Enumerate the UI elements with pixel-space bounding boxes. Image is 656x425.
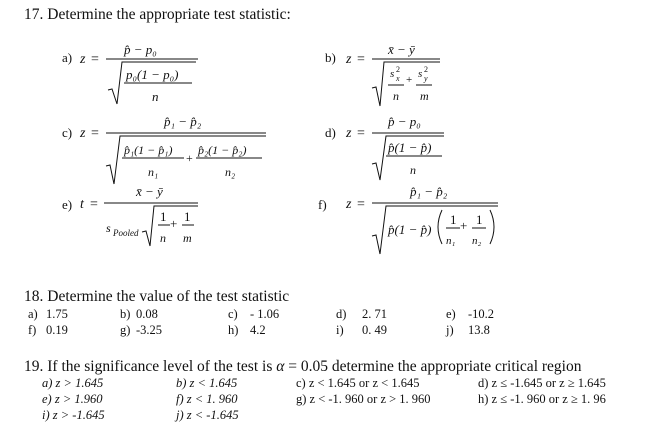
svg-text:s: s [106,221,111,235]
svg-text:n₁: n₁ [446,235,456,247]
svg-text:=: = [357,52,365,67]
region-option-i: i) z > -1.645 [42,408,105,422]
region-option-d: d) z ≤ -1.645 or z ≥ 1.645 [478,376,606,390]
answer-a-label: a) [28,307,38,321]
region-option-j: j) z < -1.645 [176,408,239,422]
svg-text:1: 1 [184,209,191,224]
question-19-suffix: = 0.05 determine the appropriate critical region [284,358,582,375]
part-c-label: c) [62,125,73,140]
part-f-label: f) [318,197,327,212]
answer-f-label: f) [28,323,37,337]
formula-a [80,40,210,110]
answer-e-label: e) [446,307,456,321]
svg-text:x: x [396,74,400,83]
svg-text:m: m [420,89,429,103]
svg-text:n: n [152,89,159,104]
part-b-label: b) [325,50,336,65]
answer-e-value: -10.2 [468,307,495,321]
svg-text:p̂ − p₀: p̂ − p₀ [388,114,421,129]
svg-text:p̂ − p₀: p̂ − p₀ [124,42,157,57]
question-19-title [24,358,581,376]
answer-c-label: c) [228,307,238,321]
svg-text:s: s [390,68,395,80]
svg-text:+: + [460,218,468,233]
svg-text:Pooled: Pooled [113,228,139,238]
svg-text:p̂(1 − p̂): p̂(1 − p̂) [388,140,432,155]
svg-text:n: n [160,231,166,245]
alpha-symbol: α [276,358,285,375]
svg-text:2: 2 [424,65,428,74]
question-17-title: 17. Determine the appropriate test statistic: [24,6,291,23]
svg-text:n₁: n₁ [148,165,159,179]
svg-text:s: s [418,68,423,80]
svg-text:n: n [410,163,416,177]
answer-h-label: h) [228,323,239,337]
svg-text:p̂₁ − p̂₂: p̂₁ − p̂₂ [410,184,448,199]
svg-text:p̂(1 − p̂): p̂(1 − p̂) [388,222,432,237]
formula-e [80,182,210,252]
answer-h-value: 4.2 [250,323,266,337]
svg-text:p̂₂(1 − p̂₂): p̂₂(1 − p̂₂) [198,143,247,157]
formula-b [346,40,456,110]
svg-text:x̄ − ȳ: x̄ − ȳ [388,42,415,57]
svg-text:=: = [357,126,365,141]
svg-text:=: = [91,52,99,67]
answer-b-value: 0.08 [136,307,158,321]
answer-i-label: i) [336,323,344,337]
svg-text:y: y [424,74,428,83]
answer-d-value: 2. 71 [362,307,387,321]
answer-i-value: 0. 49 [362,323,387,337]
region-option-b: b) z < 1.645 [176,376,238,390]
answer-j-value: 13.8 [468,323,490,337]
formula-c [80,112,280,187]
svg-text:p̂₁(1 − p̂₁): p̂₁(1 − p̂₁) [124,143,173,157]
answer-c-value: - 1.06 [250,307,280,321]
svg-text:+: + [170,216,178,231]
svg-text:p̂₁ − p̂₂: p̂₁ − p̂₂ [164,114,202,129]
svg-text:1: 1 [450,212,457,227]
answer-d-label: d) [336,307,347,321]
region-option-e: e) z > 1.960 [42,392,103,406]
answer-a-value: 1.75 [46,307,68,321]
svg-text:z: z [346,197,352,212]
svg-text:z: z [80,126,86,141]
question-19-prefix: 19. If the significance level of the test is [24,358,277,375]
answer-g-value: -3.25 [136,323,163,337]
part-e-label: e) [62,197,73,212]
svg-text:t: t [80,197,84,212]
svg-text:n: n [393,89,399,103]
svg-text:1: 1 [476,212,483,227]
svg-text:n₂: n₂ [225,165,236,179]
region-option-g: g) z < -1. 960 or z > 1. 960 [296,392,431,406]
region-option-c: c) z < 1.645 or z < 1.645 [296,376,420,390]
svg-text:1: 1 [160,209,167,224]
svg-text:=: = [357,197,365,212]
svg-text:=: = [91,126,99,141]
part-d-label: d) [325,125,336,140]
svg-text:x̄ − ȳ: x̄ − ȳ [136,184,163,199]
region-option-f: f) z < 1. 960 [176,392,238,406]
formula-d [346,112,456,182]
svg-text:z: z [80,52,86,67]
part-a-label: a) [62,50,73,65]
region-option-a: a) z > 1.645 [42,376,104,390]
svg-text:m: m [183,231,192,245]
svg-text:+: + [186,151,193,165]
answer-j-label: j) [446,323,454,337]
svg-text:z: z [346,52,352,67]
svg-text:p₀(1 − p₀): p₀(1 − p₀) [126,67,179,82]
svg-text:+: + [406,74,413,86]
svg-text:=: = [90,197,98,212]
svg-text:z: z [346,126,352,141]
answer-f-value: 0.19 [46,323,68,337]
answer-g-label: g) [120,323,131,337]
region-option-h: h) z ≤ -1. 960 or z ≥ 1. 96 [478,392,606,406]
svg-text:2: 2 [396,65,400,74]
svg-text:n₂: n₂ [472,235,482,247]
question-18-title: 18. Determine the value of the test statistic [24,288,290,305]
formula-f [346,182,506,257]
answer-b-label: b) [120,307,131,321]
